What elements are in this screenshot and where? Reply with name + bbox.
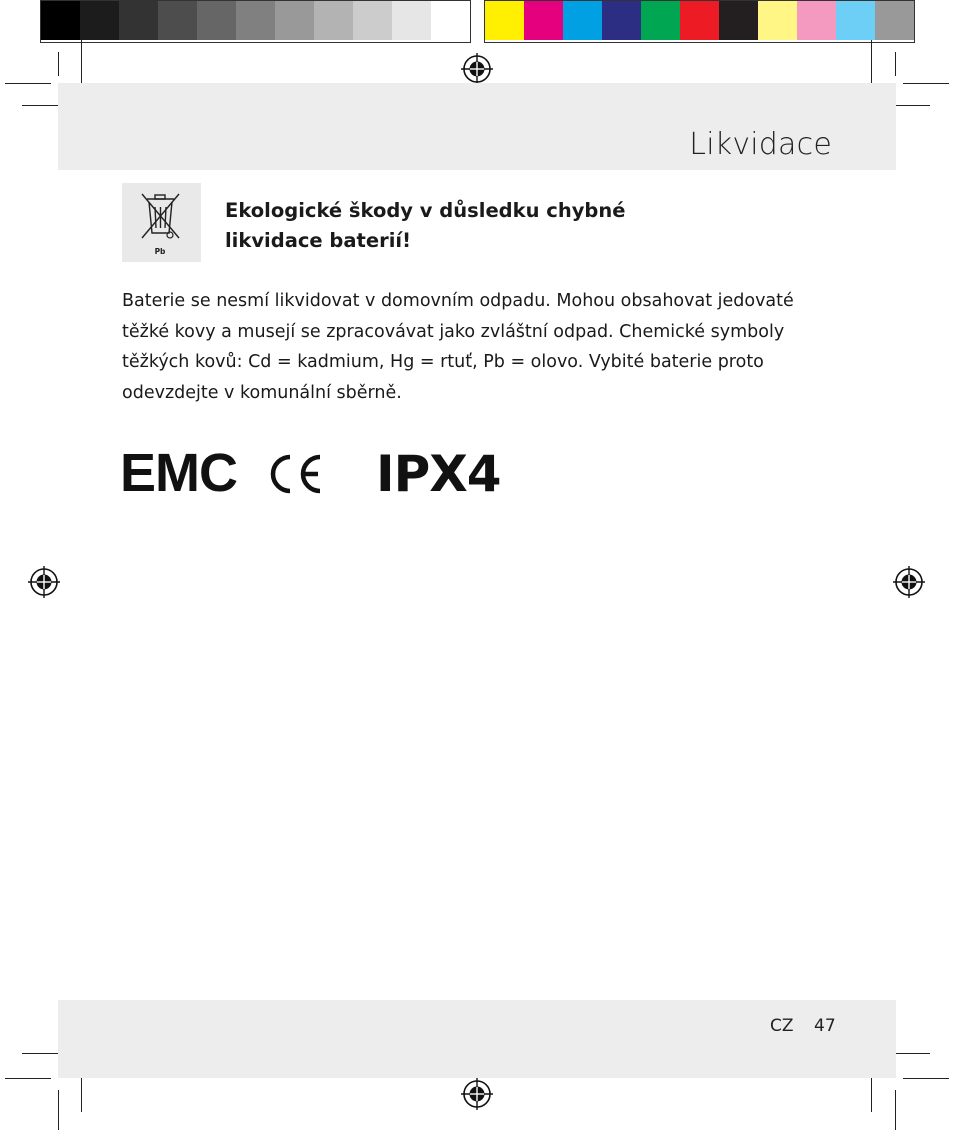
color-swatch [797, 1, 836, 40]
color-swatch [641, 1, 680, 40]
crop-mark [81, 1072, 82, 1112]
color-swatch [485, 1, 524, 40]
header-band [58, 83, 896, 170]
color-swatch [602, 1, 641, 40]
page-title: Likvidace [689, 127, 832, 162]
color-swatch [875, 1, 914, 40]
color-swatch [836, 1, 875, 40]
color-swatch [431, 1, 470, 40]
crop-mark [58, 52, 59, 76]
crop-mark [890, 105, 930, 106]
grayscale-calibration-bar [40, 0, 471, 43]
process-color-calibration-bar [484, 0, 915, 43]
language-code: CZ [770, 1016, 794, 1036]
ipx4-mark: IPX4 [376, 445, 501, 503]
registration-mark-icon [460, 1077, 494, 1111]
crossed-out-bin-icon [122, 183, 201, 262]
color-swatch [680, 1, 719, 40]
color-swatch [275, 1, 314, 40]
crop-mark [895, 1090, 896, 1130]
color-swatch [158, 1, 197, 40]
color-swatch [80, 1, 119, 40]
crop-mark [5, 1078, 51, 1079]
crop-mark [903, 1078, 949, 1079]
color-swatch [758, 1, 797, 40]
color-swatch [41, 1, 80, 40]
crop-mark [22, 105, 62, 106]
footer-band [58, 1000, 896, 1078]
battery-disposal-symbol [122, 183, 201, 262]
emc-mark: EMC [120, 443, 237, 503]
crop-mark [22, 1053, 62, 1054]
crop-mark [895, 52, 896, 76]
disposal-paragraph [122, 286, 842, 408]
registration-mark-icon [892, 565, 926, 599]
paragraph-line: odevzdejte v komunální sběrně. [122, 382, 402, 403]
color-swatch [197, 1, 236, 40]
paragraph-line: těžkých kovů: Cd = kadmium, Hg = rtuť, Pb = olovo. Vybité baterie proto [122, 352, 764, 372]
crop-mark [903, 83, 949, 84]
color-swatch [524, 1, 563, 40]
color-swatch [719, 1, 758, 40]
ce-mark-icon [266, 453, 324, 495]
crop-mark [5, 83, 51, 84]
crop-mark [58, 1090, 59, 1130]
warning-heading [225, 196, 745, 256]
color-swatch [314, 1, 353, 40]
paragraph-line: Baterie se nesmí likvidovat v domovním odpadu. Mohou obsahovat jedovaté [122, 291, 794, 311]
color-swatch [392, 1, 431, 40]
bin-pb-label: Pb [154, 247, 166, 256]
warning-line: Ekologické škody v důsledku chybné [225, 199, 626, 222]
color-swatch [119, 1, 158, 40]
page-number: 47 [814, 1016, 836, 1036]
registration-mark-icon [27, 565, 61, 599]
color-swatch [563, 1, 602, 40]
color-swatch [236, 1, 275, 40]
warning-line: likvidace baterií! [225, 229, 411, 252]
registration-mark-icon [460, 52, 494, 86]
crop-mark [871, 1072, 872, 1112]
paragraph-line: těžké kovy a musejí se zpracovávat jako zvláštní odpad. Chemické symboly [122, 321, 785, 342]
crop-mark [890, 1053, 930, 1054]
color-swatch [353, 1, 392, 40]
